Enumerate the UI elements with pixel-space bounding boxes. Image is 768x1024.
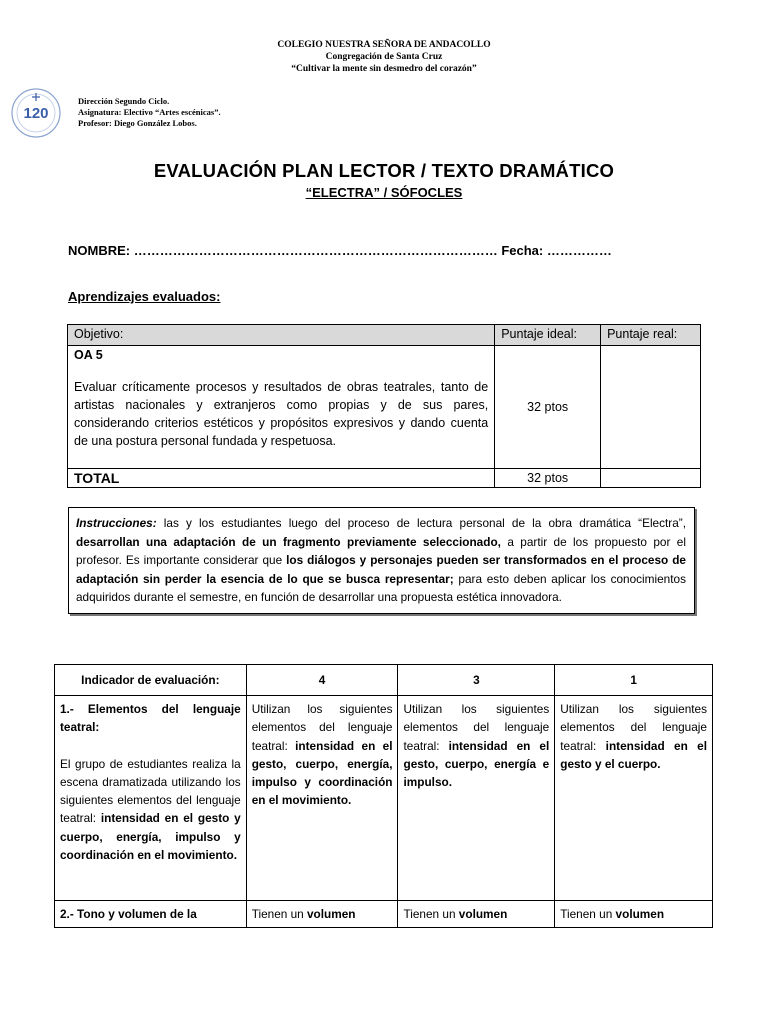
name-date-line: NOMBRE: ………………………………………………………………………… Fecha: …………… [68,243,612,258]
indicator-1-bold: intensidad en el gesto y cuerpo, energía, impulso y coordinación en el movimiento. [60,811,241,863]
cell-2-4-text: Tienen un [251,907,307,921]
school-logo-icon [10,87,62,139]
total-real[interactable] [601,469,701,488]
rubric-header-1: 1 [555,665,713,696]
cell-1-1-text: Utilizan los siguientes elementos del lenguaje teatral: [560,702,707,753]
learning-heading: Aprendizajes evaluados: [68,289,221,304]
rubric-table [54,664,713,928]
total-row [68,469,701,488]
cell-2-4-bold: volumen [307,907,356,921]
motto: “Cultivar la mente sin desmedro del corazón” [291,64,477,74]
direction: Dirección Segundo Ciclo. [78,96,170,106]
rubric-header-3: 3 [398,665,555,696]
instructions-text-2: a partir de los propuesto por el profesor. Es importante considerar que [76,534,686,567]
rubric-header-indicator: Indicador de evaluación: [55,665,247,696]
instructions-bold-2: los diálogos y personajes pueden ser transformados en el proceso de adaptación sin perder la esencia de lo que se busca representar; [76,553,686,586]
real-score[interactable] [601,346,701,469]
cell-2-1-text: Tienen un [560,907,616,921]
rubric-indicator-2: 2.- Tono y volumen de la [55,901,247,928]
school-header [0,39,768,75]
instructions-box [68,507,695,614]
cell-1-3-bold: intensidad en el gesto, cuerpo, energía e impulso. [403,738,550,790]
objective-row [68,346,701,469]
page-title: EVALUACIÓN PLAN LECTOR / TEXTO DRAMÁTICO [153,160,615,181]
rubric-header-row [55,665,713,696]
ideal-score: 32 ptos [495,346,601,469]
objective-text: Evaluar críticamente procesos y resultados de obras teatrales, tanto de artistas nacionales y extranjeros como propias y de sus pares, considerando criterios estéticos y propósitos expresivos y dando cuenta de una postura personal fundada y respetuosa. [74,380,489,448]
subtitle-text: “ELECTRA” / SÓFOCLES [305,185,463,200]
rubric-cell-2-4 [246,901,398,928]
subject: Asignatura: Electivo “Artes escénicas”. [78,107,221,117]
header-objetivo: Objetivo: [68,325,495,346]
cell-1-4-bold: intensidad en el gesto, cuerpo, energía, impulso y coordinación en el movimiento. [251,738,393,808]
school-name: COLEGIO NUESTRA SEÑORA DE ANDACOLLO [277,40,491,50]
cell-1-4-text: Utilizan los siguientes elementos del lenguaje teatral: [251,702,393,753]
rubric-cell-2-3 [398,901,555,928]
instructions-text-1: las y los estudiantes luego del proceso de lectura personal de la obra dramática “Electra”, [156,516,686,530]
rubric-indicator-1 [55,696,247,901]
rubric-cell-2-1 [555,901,713,928]
rubric-row-1 [55,696,713,901]
header-puntaje-real: Puntaje real: [601,325,701,346]
congregation: Congregación de Santa Cruz [325,52,443,62]
rubric-cell-1-1 [555,696,713,901]
cell-2-3-bold: volumen [458,907,508,921]
total-label: TOTAL [68,469,495,488]
total-ideal: 32 ptos [495,469,601,488]
instructions-bold-1: desarrollan una adaptación de un fragmento previamente seleccionado, [76,534,501,549]
rubric-cell-1-4 [246,696,398,901]
cell-2-3-text: Tienen un [403,907,459,921]
page-subtitle [0,185,768,200]
logo-text: 120 [23,105,49,122]
course-info [78,96,221,129]
rubric-header-4: 4 [246,665,398,696]
cell-2-1-bold: volumen [615,907,665,921]
objective-header-row [68,325,701,346]
rubric-cell-1-3 [398,696,555,901]
indicator-1-title: 1.- Elementos del lenguaje teatral: [60,702,241,735]
objective-table [67,324,701,488]
rubric-row-2 [55,901,713,928]
cell-1-3-text: Utilizan los siguientes elementos del lenguaje teatral: [403,702,550,753]
instructions-label: Instrucciones: [76,516,157,530]
teacher: Profesor: Diego González Lobos. [78,118,197,128]
instructions-text-3: para esto deben aplicar los conocimientos adquiridos durante el semestre, en función de desarrollar una propuesta estética innovadora. [76,571,686,604]
indicator-1-text: El grupo de estudiantes realiza la escena dramatizada utilizando los siguientes elementos del lenguaje teatral: [60,756,241,826]
header-puntaje-ideal: Puntaje ideal: [495,325,601,346]
cell-1-1-bold: intensidad en el gesto y el cuerpo. [560,738,707,771]
oa-code: OA 5 [74,348,103,362]
objective-cell [68,346,495,469]
